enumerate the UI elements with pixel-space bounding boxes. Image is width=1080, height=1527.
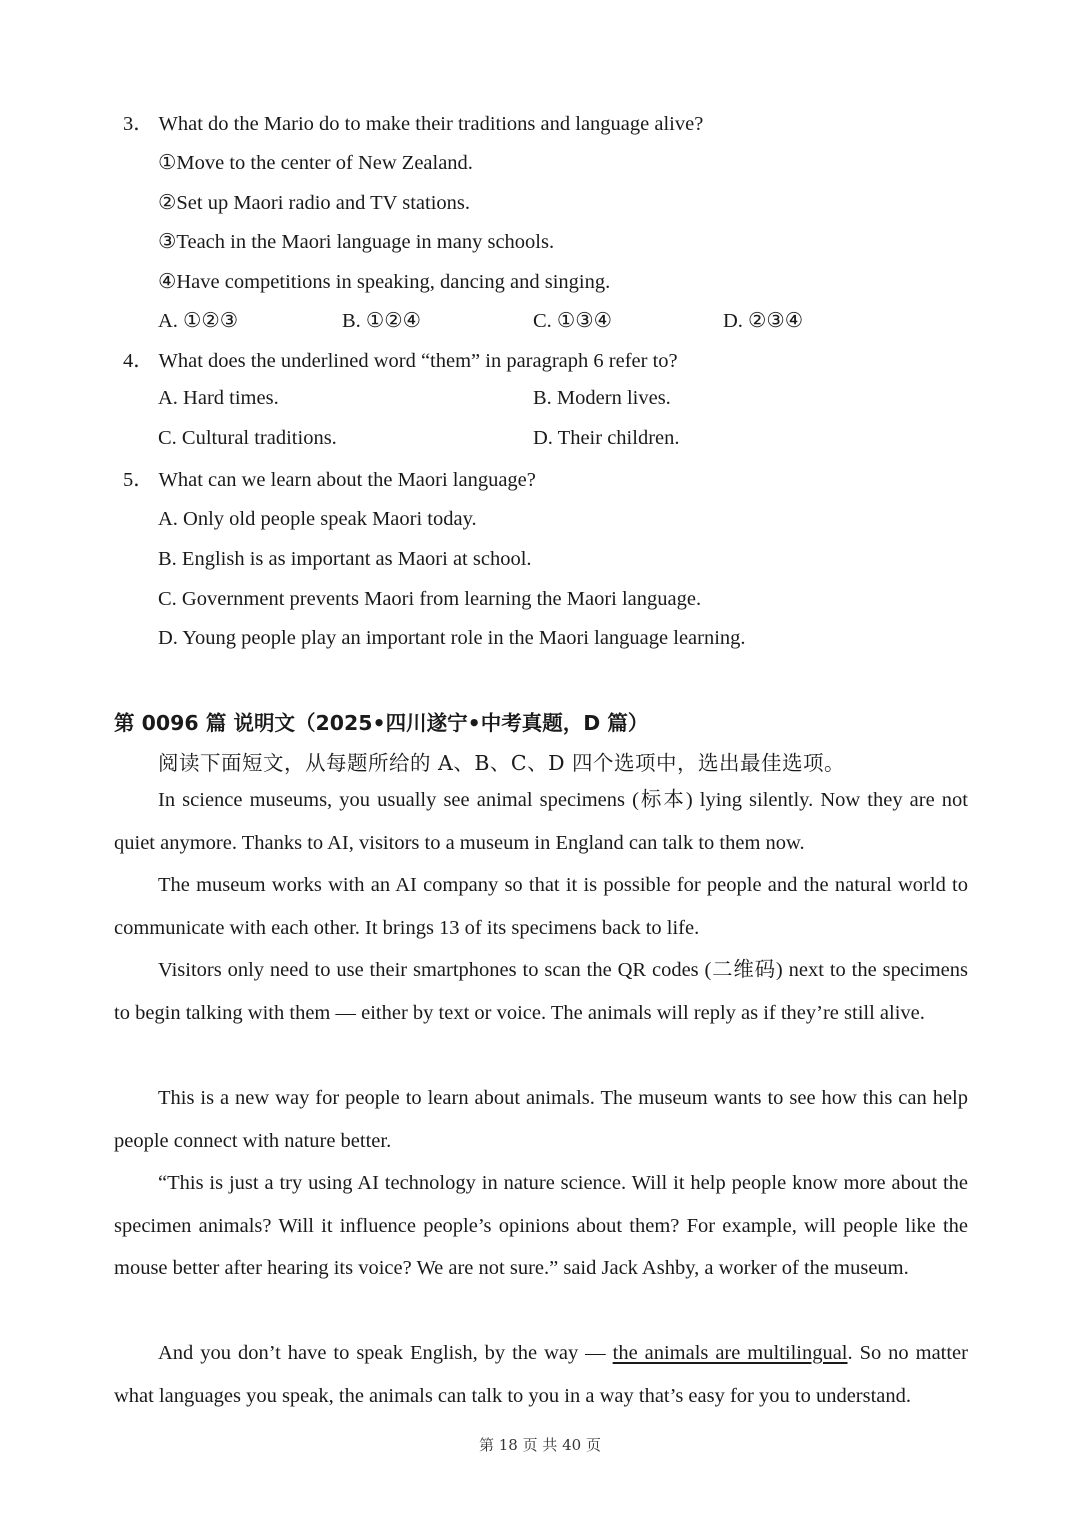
option-d: D. ②③④ bbox=[723, 310, 804, 332]
passage-paragraph-5 bbox=[114, 1162, 968, 1290]
question-number: 3． bbox=[123, 113, 154, 135]
option-a: A. Only old people speak Maori today. bbox=[158, 508, 477, 530]
passage-paragraph-4 bbox=[114, 1077, 968, 1162]
section-heading: 第 0096 篇 说明文（2025•四川遂宁•中考真题，D 篇） bbox=[114, 711, 649, 735]
statement-2: ②Set up Maori radio and TV stations. bbox=[158, 192, 470, 214]
section-instruction: 阅读下面短文，从每题所给的 A、B、C、D 四个选项中，选出最佳选项。 bbox=[158, 751, 846, 775]
passage-paragraph-6 bbox=[114, 1332, 968, 1417]
option-c: C. Cultural traditions. bbox=[158, 427, 337, 449]
question-5 bbox=[123, 467, 536, 493]
paragraph-text: “This is just a try using AI technology in nature science. Will it help people know more about the specimen animals? Will it influence people’s opinions about them? For example, will people like the mouse better after hearing its voice? We are not sure.” said Jack Ashby, a worker of the museum. bbox=[114, 1172, 968, 1280]
paragraph-text: In science museums, you usually see animal specimens (标本) lying silently. Now they are not quiet anymore. Thanks to AI, visitors to a museum in England can talk to them now. bbox=[114, 789, 968, 854]
question-number: 4． bbox=[123, 350, 154, 372]
paragraph-text: And you don’t have to speak English, by the way — bbox=[158, 1342, 613, 1364]
option-c: C. ①③④ bbox=[533, 310, 613, 332]
paragraph-text: . So no matter what languages you speak, the animals can talk to you in a way that’s easy for you to understand. bbox=[114, 1342, 968, 1407]
question-number: 5． bbox=[123, 469, 154, 491]
passage-paragraph-3 bbox=[114, 949, 968, 1034]
option-c: C. Government prevents Maori from learning the Maori language. bbox=[158, 588, 702, 610]
option-b: B. English is as important as Maori at school. bbox=[158, 548, 532, 570]
option-a: A. ①②③ bbox=[158, 310, 239, 332]
paragraph-text: This is a new way for people to learn about animals. The museum wants to see how this can help people connect with nature better. bbox=[114, 1087, 968, 1152]
question-text: What does the underlined word “them” in paragraph 6 refer to? bbox=[158, 350, 678, 372]
question-4 bbox=[123, 348, 678, 374]
option-b: B. ①②④ bbox=[342, 310, 422, 332]
question-text: What can we learn about the Maori language? bbox=[158, 469, 536, 491]
underlined-phrase: the animals are multilingual bbox=[612, 1342, 848, 1364]
question-text: What do the Mario do to make their traditions and language alive? bbox=[158, 113, 704, 135]
option-b: B. Modern lives. bbox=[533, 387, 671, 409]
paragraph-text: Visitors only need to use their smartphones to scan the QR codes (二维码) next to the specimens to begin talking with them — either by text or voice. The animals will reply as if they’re still alive. bbox=[114, 959, 968, 1024]
option-a: A. Hard times. bbox=[158, 387, 279, 409]
statement-1: ①Move to the center of New Zealand. bbox=[158, 152, 473, 174]
statement-4: ④Have competitions in speaking, dancing and singing. bbox=[158, 271, 611, 293]
paragraph-text: The museum works with an AI company so that it is possible for people and the natural world to communicate with each other. It brings 13 of its specimens back to life. bbox=[114, 874, 968, 939]
question-3 bbox=[123, 111, 703, 137]
option-d: D. Young people play an important role in the Maori language learning. bbox=[158, 627, 746, 649]
option-d: D. Their children. bbox=[533, 427, 680, 449]
statement-3: ③Teach in the Maori language in many schools. bbox=[158, 231, 555, 253]
page-footer: 第 18 页 共 40 页 bbox=[478, 1436, 601, 1454]
passage-paragraph-2 bbox=[114, 864, 968, 949]
passage-paragraph-1 bbox=[114, 779, 968, 864]
